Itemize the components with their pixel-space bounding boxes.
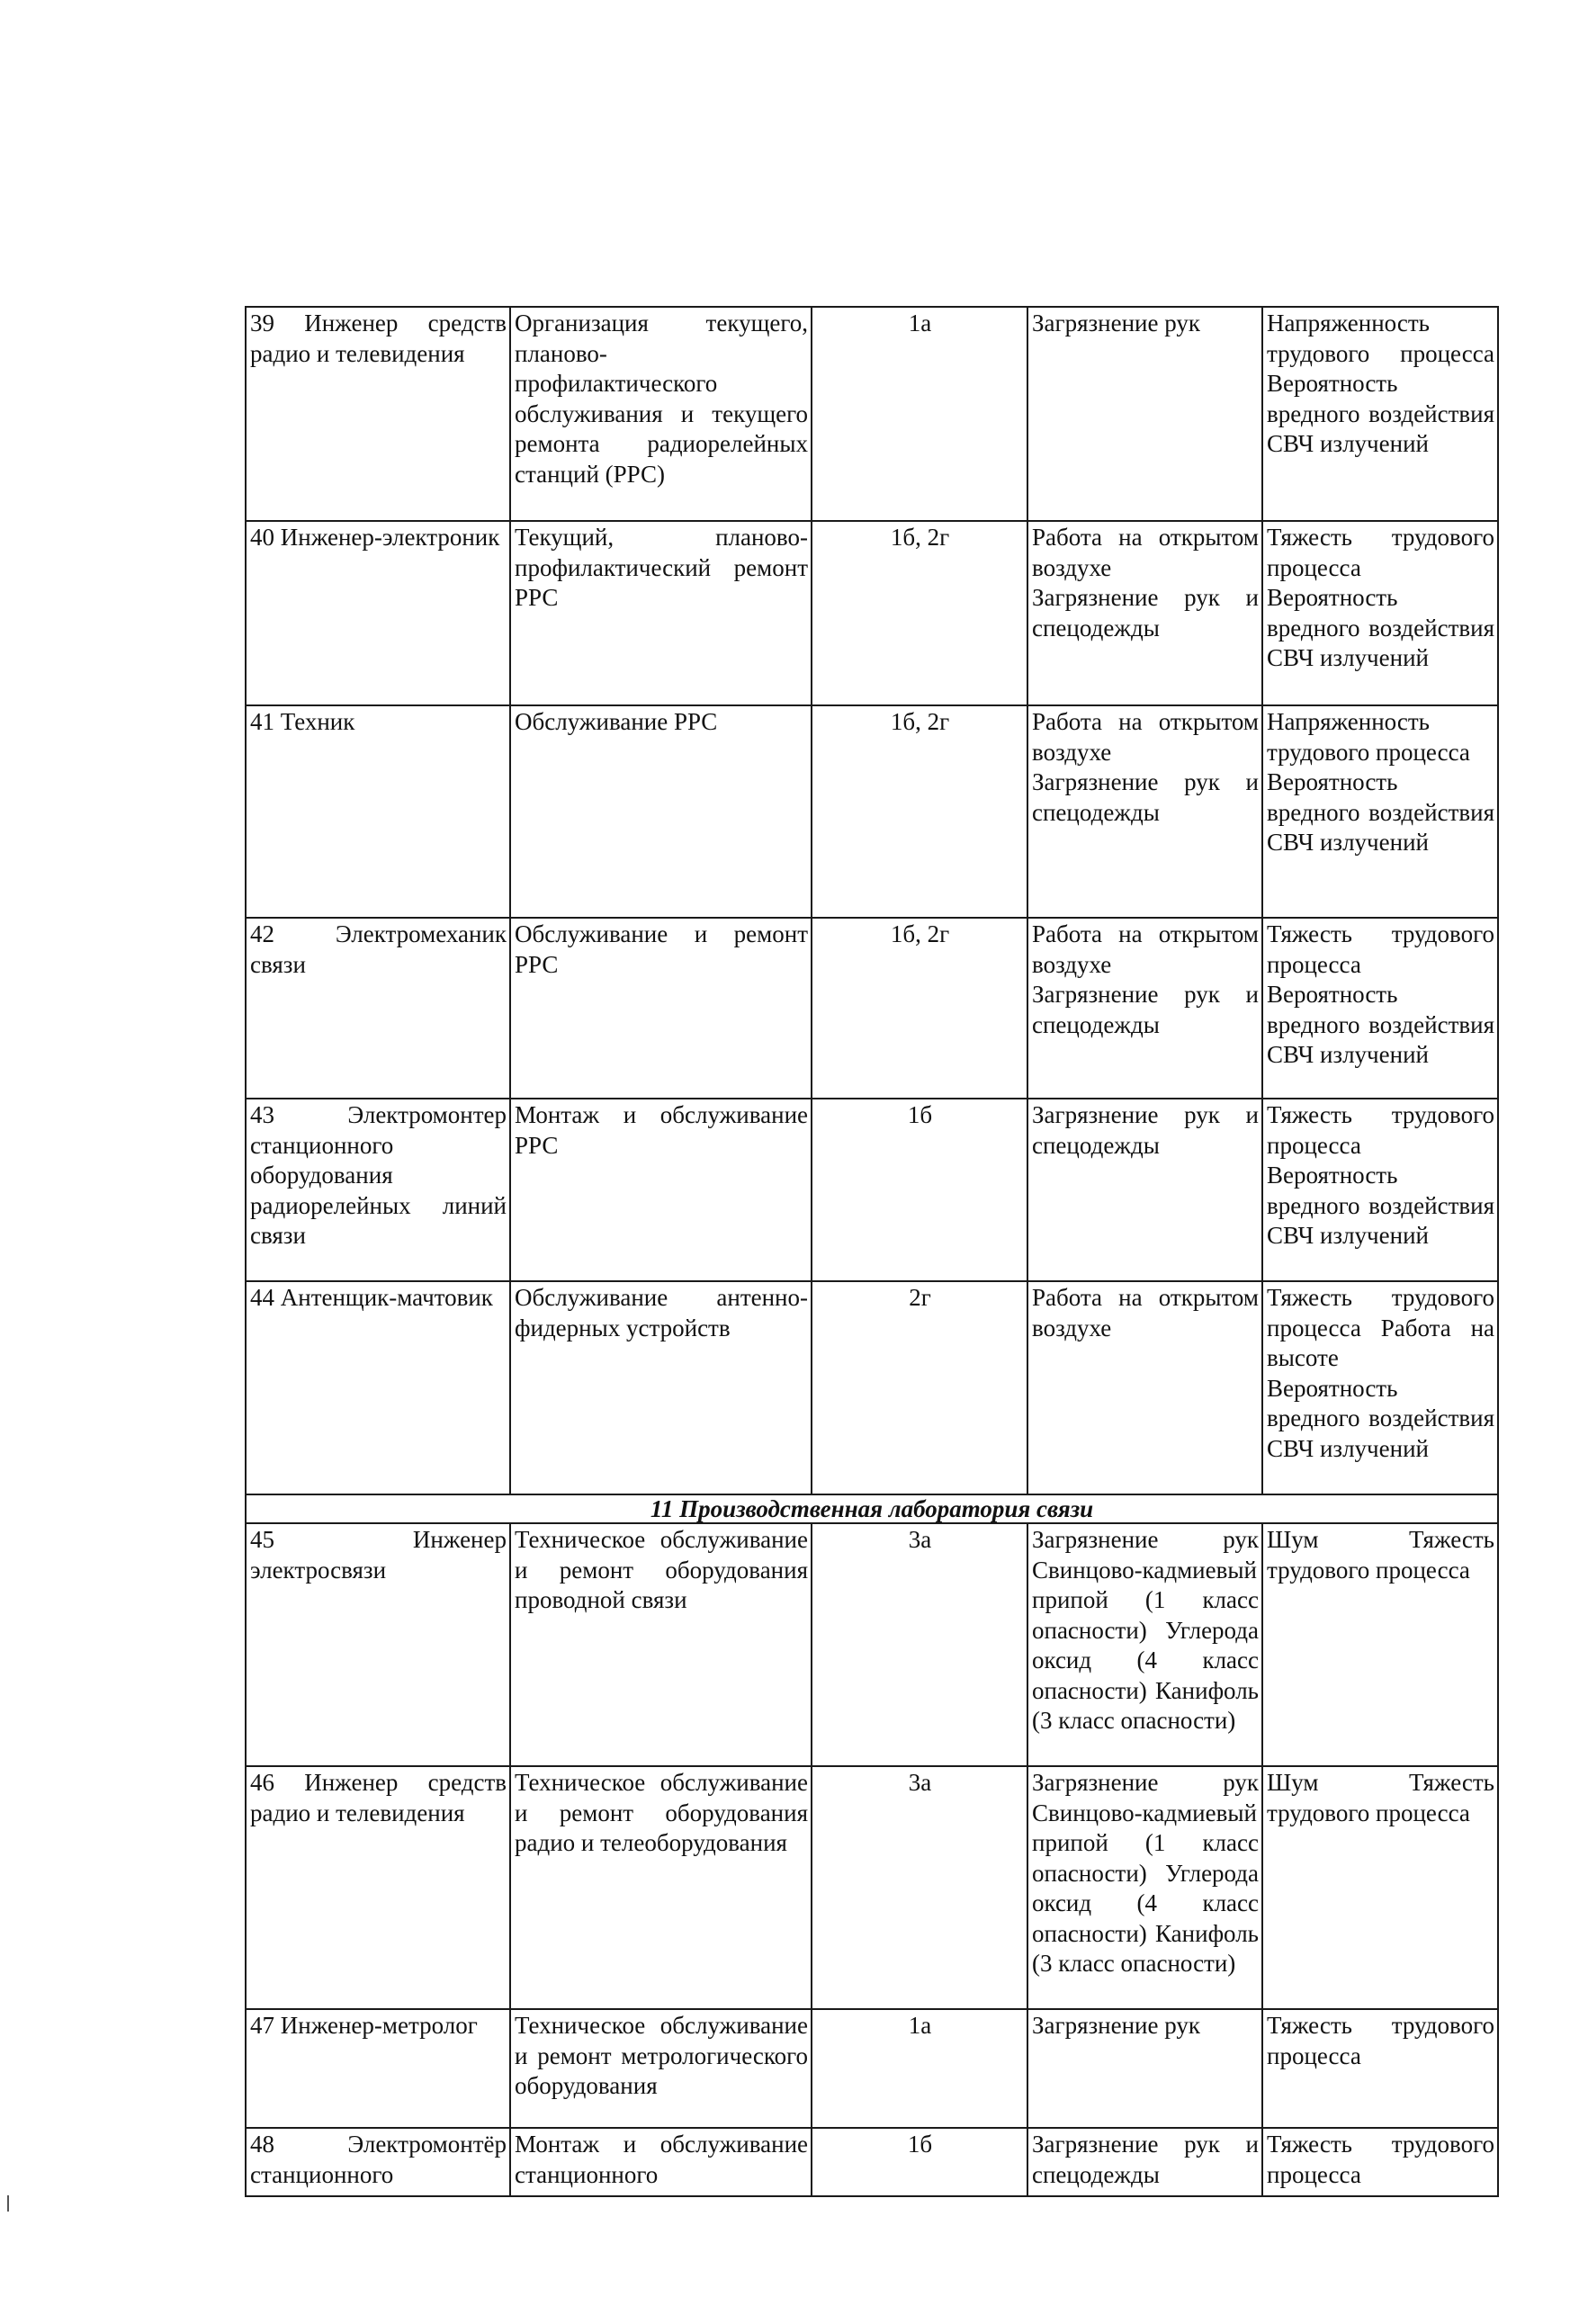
profession-cell: 39 Инженер средств радио и телевидения — [246, 307, 510, 521]
harmful-factors-cell: Работа на открытом воздухе Загрязнение рук и спецодежды — [1027, 705, 1262, 918]
harmful-factors-cell: Загрязнение рук и спецодежды — [1027, 2128, 1262, 2196]
work-description-cell: Обслуживание и ремонт РРС — [510, 918, 812, 1099]
hazard-class-cell: 1б, 2г — [812, 705, 1027, 918]
profession-cell: 45 Инженер электросвязи — [246, 1523, 510, 1766]
table-row — [246, 2128, 1498, 2196]
risk-factors-cell: Шум Тяжесть трудового процесса — [1262, 1523, 1498, 1766]
risk-factors-cell: Шум Тяжесть трудового процесса — [1262, 1766, 1498, 2009]
hazard-class-cell: 3а — [812, 1766, 1027, 2009]
table-row — [246, 705, 1498, 918]
table-row — [246, 521, 1498, 705]
table-row — [246, 1766, 1498, 2009]
hazard-class-cell: 1б, 2г — [812, 521, 1027, 705]
work-description-cell: Обслуживание антенно-фидерных устройств — [510, 1281, 812, 1494]
hazard-class-cell: 1а — [812, 307, 1027, 521]
harmful-factors-cell: Работа на открытом воздухе Загрязнение рук и спецодежды — [1027, 521, 1262, 705]
risk-factors-cell: Тяжесть трудового процесса — [1262, 2009, 1498, 2128]
work-description-cell: Техническое обслуживание и ремонт оборудования проводной связи — [510, 1523, 812, 1766]
risk-factors-cell: Тяжесть трудового процесса — [1262, 2128, 1498, 2196]
risk-factors-cell: Тяжесть трудового процесса Вероятность вредного воздействия СВЧ излучений — [1262, 521, 1498, 705]
risk-factors-cell: Напряженность трудового процесса Вероятность вредного воздействия СВЧ излучений — [1262, 307, 1498, 521]
profession-cell: 44 Антенщик-мачтовик — [246, 1281, 510, 1494]
profession-cell: 46 Инженер средств радио и телевидения — [246, 1766, 510, 2009]
profession-cell: 48 Электромонтёр станционного — [246, 2128, 510, 2196]
risk-factors-cell: Напряженность трудового процесса Вероятность вредного воздействия СВЧ излучений — [1262, 705, 1498, 918]
hazard-class-cell: 1б — [812, 1099, 1027, 1281]
work-description-cell: Монтаж и обслуживание РРС — [510, 1099, 812, 1281]
hazard-class-cell: 1а — [812, 2009, 1027, 2128]
hazard-class-cell: 1б — [812, 2128, 1027, 2196]
table-row — [246, 307, 1498, 521]
table-body — [246, 307, 1498, 2196]
profession-cell: 47 Инженер-метролог — [246, 2009, 510, 2128]
hazard-class-cell: 1б, 2г — [812, 918, 1027, 1099]
profession-cell: 43 Электромонтер станционного оборудования радиорелейных линий связи — [246, 1099, 510, 1281]
risk-factors-cell: Тяжесть трудового процесса Работа на высоте Вероятность вредного воздействия СВЧ излучений — [1262, 1281, 1498, 1494]
work-description-cell: Обслуживание РРС — [510, 705, 812, 918]
work-description-cell: Техническое обслуживание и ремонт оборудования радио и телеоборудования — [510, 1766, 812, 2009]
work-description-cell: Организация текущего, планово-профилактического обслуживания и текущего ремонта радиорелейных станций (РРС) — [510, 307, 812, 521]
table-row — [246, 1099, 1498, 1281]
work-description-cell: Монтаж и обслуживание станционного — [510, 2128, 812, 2196]
harmful-factors-cell: Загрязнение рук — [1027, 307, 1262, 521]
work-description-cell: Текущий, планово-профилактический ремонт РРС — [510, 521, 812, 705]
profession-cell: 41 Техник — [246, 705, 510, 918]
profession-cell: 40 Инженер-электроник — [246, 521, 510, 705]
harmful-factors-cell: Загрязнение рук — [1027, 2009, 1262, 2128]
table-row — [246, 2009, 1498, 2128]
harmful-factors-cell: Работа на открытом воздухе Загрязнение рук и спецодежды — [1027, 918, 1262, 1099]
section-header-row — [246, 1494, 1498, 1523]
profession-cell: 42 Электромеханик связи — [246, 918, 510, 1099]
risk-factors-cell: Тяжесть трудового процесса Вероятность вредного воздействия СВЧ излучений — [1262, 918, 1498, 1099]
hazard-class-cell: 2г — [812, 1281, 1027, 1494]
section-title: 11 Производственная лаборатория связи — [246, 1494, 1498, 1523]
hazard-class-cell: 3а — [812, 1523, 1027, 1766]
harmful-factors-cell: Загрязнение рук и спецодежды — [1027, 1099, 1262, 1281]
hazard-table — [245, 306, 1499, 2197]
harmful-factors-cell: Загрязнение рук Свинцово-кадмиевый припой (1 класс опасности) Углерода оксид (4 класс опасности) Канифоль (3 класс опасности) — [1027, 1523, 1262, 1766]
harmful-factors-cell: Работа на открытом воздухе — [1027, 1281, 1262, 1494]
risk-factors-cell: Тяжесть трудового процесса Вероятность вредного воздействия СВЧ излучений — [1262, 1099, 1498, 1281]
table-row — [246, 1523, 1498, 1766]
table-row — [246, 918, 1498, 1099]
table-row — [246, 1281, 1498, 1494]
document-page — [245, 306, 1497, 2197]
harmful-factors-cell: Загрязнение рук Свинцово-кадмиевый припой (1 класс опасности) Углерода оксид (4 класс опасности) Канифоль (3 класс опасности) — [1027, 1766, 1262, 2009]
scan-mark — [7, 2195, 9, 2212]
work-description-cell: Техническое обслуживание и ремонт метрологического оборудования — [510, 2009, 812, 2128]
